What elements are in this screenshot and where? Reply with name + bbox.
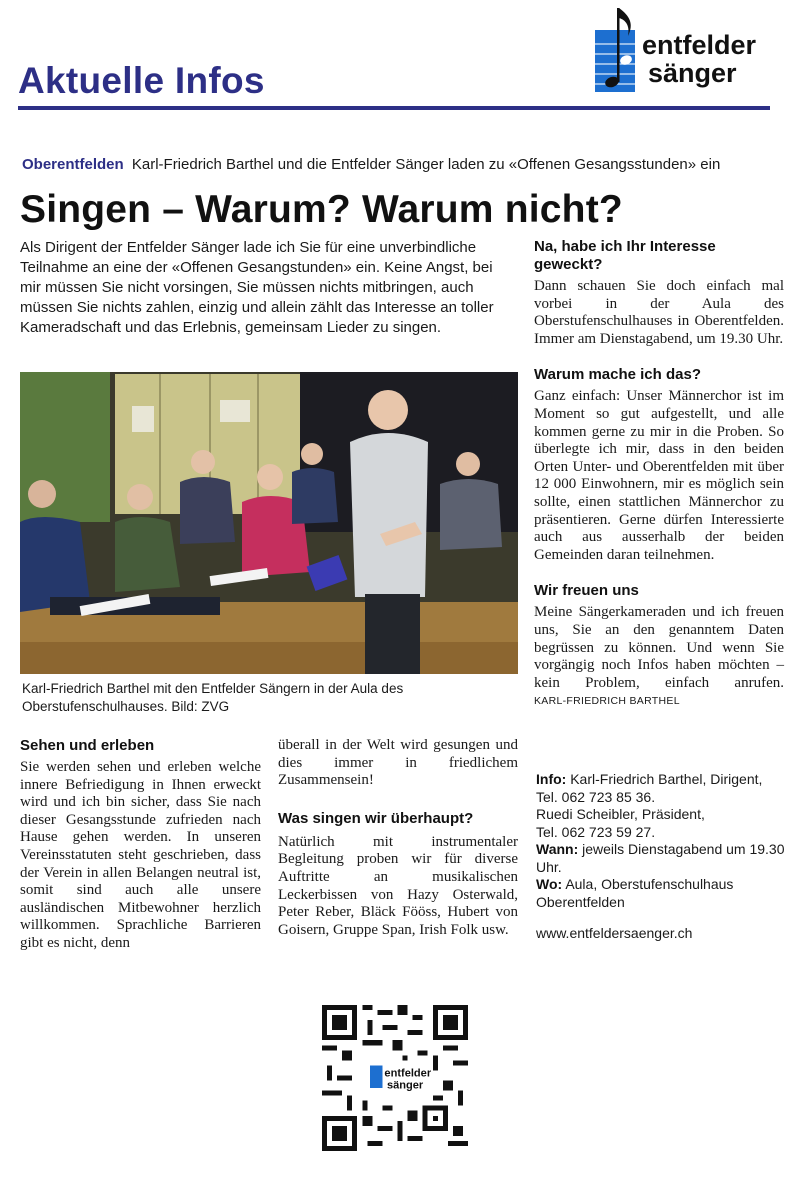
svg-text:sänger: sänger [648,58,737,88]
article-lead: Als Dirigent der Entfelder Sänger lade ich Sie für eine unverbindliche Teilnahme an eine der «Offenen Gesangstunden» ein. Keine Angst, bei mir müssen Sie nicht vorsingen, Sie müssen nichts mitbringen, auch müssen Sie nichts zahlen, einzig und allein zählt das Interesse an toller Kameradschaft und das Erlebnis, gemeinsam Lieder zu singen. [20,239,494,336]
wann-text: jeweils Dienstagabend um 19.30 Uhr. [536,841,785,875]
body-column-1 [20,737,261,953]
sidebar-text-1: Dann schauen Sie doch einfach mal vorbei in der Aula des Oberstufenschulhauses in Oberentfelden. Immer am Dienstagabend, um 19.30 Uhr. [534,278,784,347]
section-title: Aktuelle Infos [18,60,265,101]
article-headline: Singen – Warum? Warum nicht? [20,188,623,231]
wann-label: Wann: [536,841,579,857]
wo-text-2: Oberentfelden [536,893,625,910]
header-divider [18,106,770,110]
svg-text:sänger: sänger [386,1079,424,1092]
svg-text:entfelder: entfelder [384,1067,432,1080]
info-box [536,771,796,943]
wo-label: Wo: [536,876,563,892]
sidebar-text-3 [534,604,784,711]
kicker-place: Oberentfelden [22,156,124,173]
website-link[interactable]: www.entfeldersaenger.ch [536,925,693,941]
author-byline: KARL-FRIEDRICH BARTHEL [534,695,680,708]
sidebar-column [534,238,784,729]
entfelder-saenger-logo [590,2,775,102]
info-contact-2: Ruedi Scheibler, Präsident, [536,806,705,822]
heading-was-singen-wir: Was singen wir überhaupt? [278,809,474,827]
kicker-text: Karl-Friedrich Barthel und die Entfelder Sänger laden zu «Offenen Gesangsstunden» ein [131,156,721,173]
info-phone-2: Tel. 062 723 59 27. [536,823,656,840]
svg-text:entfelder: entfelder [642,30,757,60]
info-phone-1: Tel. 062 723 85 36. [536,788,656,805]
wo-text: Aula, Oberstufenschulhaus [565,876,734,892]
info-contact-1: Karl-Friedrich Barthel, Dirigent, [570,771,763,787]
body-column-2 [278,737,518,939]
choir-photo [20,372,518,674]
info-label: Info: [536,771,567,787]
body-text-col2-intro: überall in der Welt wird gesungen und dies immer in friedlichem Zusammensein! [278,737,518,789]
article-kicker [22,156,720,173]
heading-wir-freuen-uns: Wir freuen uns [534,582,639,600]
body-text-col2: Natürlich mit instrumentaler Begleitung proben wir für diverse Auftritte an musikalischen Leckerbissen von Hazy Osterwald, Peter Reber, Bläck Fööss, Hubert von Goisern, Gruppe Span, Irish Folk usw. [278,833,518,938]
sidebar-text-3-body: Meine Sängerkameraden und ich freuen uns, Sie an den genanntem Daten begrüssen zu können. Und wenn Sie vorgängig noch Infos haben möchten – kein Problem, einfach anrufen. [534,604,784,691]
photo-caption: Karl-Friedrich Barthel mit den Entfelder Sängern in der Aula des Oberstufenschulhauses. Bild: ZVG [22,681,404,714]
qr-code[interactable] [322,1005,468,1151]
heading-sehen-und-erleben: Sehen und erleben [20,737,155,754]
sidebar-text-2: Ganz einfach: Unser Männerchor ist im Moment so gut aufgestellt, und alle kommen gerne zu mir in die Proben. So überlegte ich mir, dass in den beiden Orten Unter- und Oberentfelden mit über 12 000 Einwohnern, mir es möglich sein sollte, einen stattlichen Männerchor zu präsentieren. Gerne dürfen Interessierte auch aus ausserhalb der beiden Gemeinden daran teilnehmen. [534,388,784,563]
heading-warum-mache-ich-das: Warum mache ich das? [534,366,701,384]
body-text-col1: Sie werden sehen und erleben welche innere Befriedigung in Ihnen erweckt wird und ich bin sicher, dass Sie nach dieser Gesangsstunde zufrieden nach Hause gehen werden. In unseren Vereinsstatuten steht geschrieben, dass der Verein in allen Belangen neutral ist, somit sind auch alle unsere ausländischen Mitbewohner herzlich willkommen. Sprachliche Barrieren gibt es nicht, denn [20,759,261,951]
heading-interesse-geweckt: Na, habe ich Ihr Interesse geweckt? [534,238,716,273]
